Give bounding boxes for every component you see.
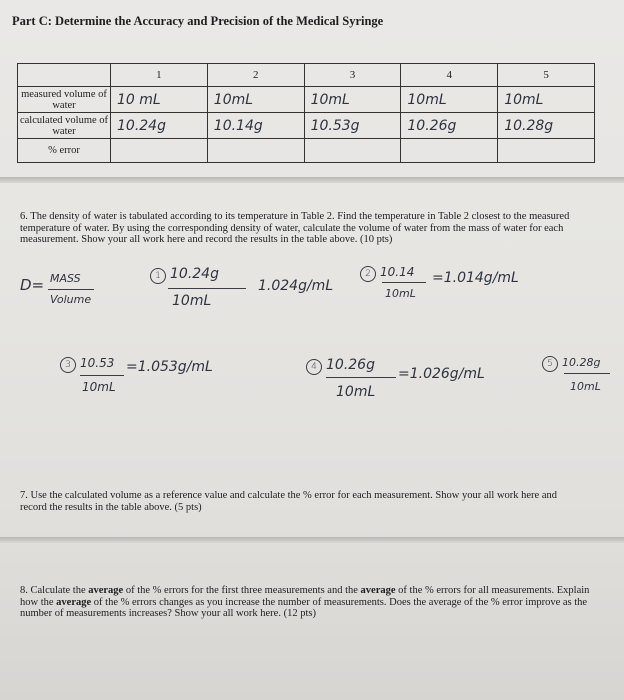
calc-1-mass: 10.24g bbox=[170, 266, 219, 282]
results-table bbox=[17, 63, 595, 163]
calc-3-denominator: 10mL bbox=[82, 380, 116, 394]
question-8-emphasis: average bbox=[88, 585, 124, 596]
density-formula-denominator: Volume bbox=[50, 293, 92, 306]
part-heading: Part C: Determine the Accuracy and Precision of the Medical Syringe bbox=[12, 14, 384, 28]
density-formula-numerator: MASS bbox=[50, 272, 81, 285]
density-formula-lhs: D= bbox=[20, 276, 45, 294]
row-label: % error bbox=[18, 139, 111, 163]
table-cell bbox=[111, 139, 208, 163]
table-cell: 10.28g bbox=[498, 113, 595, 139]
circled-number: 5 bbox=[542, 356, 558, 372]
column-header: 1 bbox=[111, 64, 208, 87]
circled-number: 2 bbox=[360, 266, 376, 282]
row-label: calculated volume of water bbox=[18, 113, 111, 139]
fraction-bar bbox=[382, 282, 426, 283]
question-6: 6. The density of water is tabulated according to its temperature in Table 2. Find the temperature in Table 2 closest to the measured temperature of water. By using the corresponding density of water, calculate the volume of water from the mass of water for each measurement. Show your all work here and record the results in the table above. (10 pts) bbox=[20, 211, 570, 245]
column-header: 4 bbox=[401, 64, 498, 87]
table-cell: 10.26g bbox=[401, 113, 498, 139]
question-8-text: of the % errors changes as you increase the number of measurements. Does the average of the % error improve as the number of measurements increases? Show your all work here. (12 pts) bbox=[20, 596, 588, 619]
fraction-bar bbox=[564, 373, 610, 374]
table-cell: 10mL bbox=[401, 87, 498, 113]
calc-1-numerator bbox=[150, 266, 219, 284]
table-corner-cell bbox=[18, 64, 111, 87]
calc-2-numerator bbox=[360, 265, 414, 282]
table-cell bbox=[401, 139, 498, 163]
calc-5-denominator: 10mL bbox=[570, 380, 601, 393]
column-header: 5 bbox=[498, 64, 595, 87]
fraction-bar bbox=[326, 377, 396, 378]
circled-number: 4 bbox=[306, 359, 322, 375]
calc-1-result: 1.024g/mL bbox=[258, 278, 334, 294]
table-cell bbox=[207, 139, 304, 163]
calc-3-numerator bbox=[60, 356, 114, 373]
calc-2-denominator: 10mL bbox=[385, 287, 416, 300]
question-8-text: of the % errors for all measurements. Explain how the bbox=[20, 585, 590, 608]
table-row bbox=[18, 87, 595, 113]
calc-4-result: =1.026g/mL bbox=[398, 366, 485, 382]
question-7: 7. Use the calculated volume as a reference value and calculate the % error for each measurement. Show your all work here and record the results in the table above. (5 pts) bbox=[20, 490, 558, 513]
table-cell: 10mL bbox=[207, 87, 304, 113]
circled-number: 3 bbox=[60, 357, 76, 373]
calc-1-denominator: 10mL bbox=[172, 293, 212, 309]
column-header: 3 bbox=[304, 64, 401, 87]
table-cell: 10 mL bbox=[111, 87, 208, 113]
question-8-emphasis: average bbox=[360, 585, 396, 596]
table-cell bbox=[304, 139, 401, 163]
table-cell: 10.24g bbox=[111, 113, 208, 139]
table-cell: 10.14g bbox=[207, 113, 304, 139]
table-header-row bbox=[18, 64, 595, 87]
table-cell: 10mL bbox=[304, 87, 401, 113]
question-8-text: 8. Calculate the bbox=[20, 585, 89, 596]
table-cell: 10.53g bbox=[304, 113, 401, 139]
fraction-bar bbox=[168, 288, 246, 289]
page-divider bbox=[0, 177, 624, 183]
question-8-emphasis: average bbox=[56, 596, 92, 608]
question-8-text: of the % errors for the first three measurements and the bbox=[123, 585, 361, 596]
calc-5-numerator bbox=[542, 356, 600, 372]
question-8 bbox=[20, 585, 604, 620]
table-row bbox=[18, 139, 595, 163]
calc-4-mass: 10.26g bbox=[326, 357, 375, 373]
fraction-bar bbox=[80, 375, 124, 376]
fraction-bar bbox=[48, 289, 94, 290]
table-row bbox=[18, 113, 595, 139]
column-header: 2 bbox=[207, 64, 304, 87]
table-cell bbox=[498, 139, 595, 163]
calc-4-numerator bbox=[306, 357, 375, 375]
row-label: measured volume of water bbox=[18, 87, 111, 113]
page-divider bbox=[0, 537, 624, 543]
calc-5-mass: 10.28g bbox=[562, 356, 601, 369]
calc-4-denominator: 10mL bbox=[336, 384, 376, 400]
calc-3-result: =1.053g/mL bbox=[126, 359, 213, 375]
calc-2-mass: 10.14 bbox=[380, 265, 415, 279]
calc-2-result: =1.014g/mL bbox=[432, 270, 519, 286]
circled-number: 1 bbox=[150, 268, 166, 284]
calc-3-mass: 10.53 bbox=[80, 356, 115, 370]
table-cell: 10mL bbox=[498, 87, 595, 113]
